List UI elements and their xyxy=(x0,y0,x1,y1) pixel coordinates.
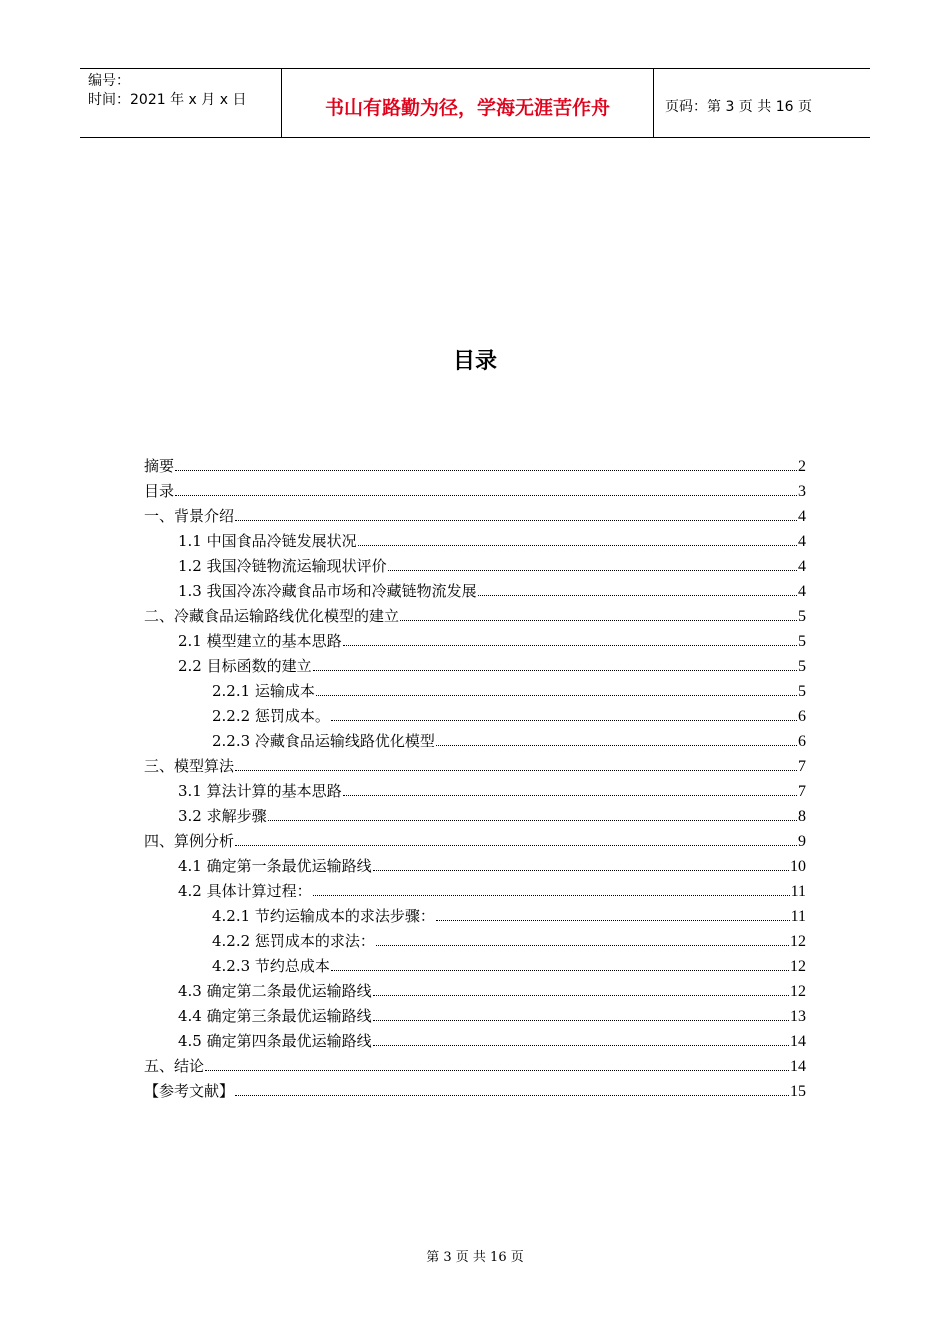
toc-entry[interactable] xyxy=(144,978,806,1003)
toc-entry[interactable] xyxy=(144,878,806,903)
toc-entry-page: 12 xyxy=(790,933,806,950)
toc-entry-page: 11 xyxy=(790,908,806,925)
toc-entry-page: 5 xyxy=(798,633,806,650)
toc-entry-label: 4.4 确定第三条最优运输路线 xyxy=(178,1007,372,1025)
toc-dot-leader xyxy=(175,453,797,471)
toc-entry[interactable] xyxy=(144,653,806,678)
toc-entry-page: 4 xyxy=(798,558,806,575)
toc-entry[interactable] xyxy=(144,928,806,953)
toc-entry-page: 12 xyxy=(790,958,806,975)
toc-title: 目录 xyxy=(452,349,497,374)
toc-entry[interactable] xyxy=(144,953,806,978)
toc-entry-label: 一、背景介绍 xyxy=(144,507,235,525)
toc-entry-label: 五、结论 xyxy=(144,1057,205,1075)
toc-dot-leader xyxy=(235,828,797,846)
toc-entry-page: 5 xyxy=(798,658,806,675)
toc-entry[interactable] xyxy=(144,1078,806,1103)
toc-entry-label: 3.1 算法计算的基本思路 xyxy=(178,782,342,800)
toc-entry[interactable] xyxy=(144,628,806,653)
toc-entry[interactable] xyxy=(144,1003,806,1028)
toc-entry-page: 5 xyxy=(798,683,806,700)
header-motto-text: 书山有路勤为径，学海无涯苦作舟 xyxy=(324,96,610,119)
toc-entry-label: 4.2 具体计算过程： xyxy=(178,882,312,900)
toc-entry-label: 四、算例分析 xyxy=(144,832,235,850)
table-of-contents xyxy=(144,453,806,1103)
toc-entry-page: 11 xyxy=(790,883,806,900)
toc-entry-label: 2.2.1 运输成本 xyxy=(212,682,315,700)
toc-dot-leader xyxy=(316,678,797,696)
toc-entry[interactable] xyxy=(144,853,806,878)
toc-dot-leader xyxy=(235,503,797,521)
toc-entry-label: 4.5 确定第四条最优运输路线 xyxy=(178,1032,372,1050)
header-page-info-cell xyxy=(654,69,870,137)
toc-entry-page: 15 xyxy=(790,1083,806,1100)
toc-entry[interactable] xyxy=(144,603,806,628)
toc-dot-leader xyxy=(478,578,797,596)
header-time-label: 时间：2021 年 x 月 x 日 xyxy=(88,92,247,108)
toc-entry-page: 2 xyxy=(798,458,806,475)
toc-entry-page: 5 xyxy=(798,608,806,625)
toc-entry-label: 1.2 我国冷链物流运输现状评价 xyxy=(178,557,387,575)
toc-entry-label: 4.2.2 惩罚成本的求法： xyxy=(212,932,375,950)
toc-entry[interactable] xyxy=(144,578,806,603)
toc-entry-label: 2.2 目标函数的建立 xyxy=(178,657,312,675)
toc-dot-leader xyxy=(436,903,790,921)
toc-entry[interactable] xyxy=(144,778,806,803)
toc-entry-page: 6 xyxy=(798,733,806,750)
header-left-cell xyxy=(80,69,282,137)
toc-dot-leader xyxy=(331,703,797,721)
toc-entry-page: 10 xyxy=(790,858,806,875)
toc-dot-leader xyxy=(373,1028,789,1046)
toc-entry-label: 2.2.3 冷藏食品运输线路优化模型 xyxy=(212,732,435,750)
toc-entry-page: 9 xyxy=(798,833,806,850)
toc-entry-label: 【参考文献】 xyxy=(144,1082,235,1100)
toc-entry[interactable] xyxy=(144,703,806,728)
toc-entry-label: 2.2.2 惩罚成本。 xyxy=(212,707,330,725)
toc-dot-leader xyxy=(175,478,797,496)
toc-entry[interactable] xyxy=(144,753,806,778)
toc-dot-leader xyxy=(376,928,789,946)
toc-entry[interactable] xyxy=(144,478,806,503)
toc-dot-leader xyxy=(235,1078,789,1096)
toc-entry-label: 摘要 xyxy=(144,457,175,475)
toc-entry-page: 6 xyxy=(798,708,806,725)
toc-dot-leader xyxy=(358,528,797,546)
toc-dot-leader xyxy=(343,778,797,796)
toc-entry[interactable] xyxy=(144,553,806,578)
toc-entry-label: 三、模型算法 xyxy=(144,757,235,775)
page-header xyxy=(80,68,870,138)
toc-dot-leader xyxy=(205,1053,789,1071)
toc-dot-leader xyxy=(373,978,789,996)
toc-entry-page: 3 xyxy=(798,483,806,500)
toc-entry-page: 4 xyxy=(798,583,806,600)
toc-entry-page: 4 xyxy=(798,533,806,550)
toc-entry-page: 14 xyxy=(790,1058,806,1075)
toc-dot-leader xyxy=(235,753,797,771)
toc-entry-label: 3.2 求解步骤 xyxy=(178,807,267,825)
toc-entry[interactable] xyxy=(144,1028,806,1053)
toc-entry-label: 4.2.3 节约总成本 xyxy=(212,957,330,975)
toc-entry-label: 4.2.1 节约运输成本的求法步骤： xyxy=(212,907,435,925)
toc-entry-page: 13 xyxy=(790,1008,806,1025)
toc-entry-page: 7 xyxy=(798,758,806,775)
toc-entry-label: 二、冷藏食品运输路线优化模型的建立 xyxy=(144,607,400,625)
toc-entry-page: 8 xyxy=(798,808,806,825)
toc-entry[interactable] xyxy=(144,503,806,528)
toc-entry-label: 1.3 我国冷冻冷藏食品市场和冷藏链物流发展 xyxy=(178,582,477,600)
toc-entry[interactable] xyxy=(144,803,806,828)
toc-dot-leader xyxy=(373,1003,789,1021)
toc-dot-leader xyxy=(436,728,797,746)
toc-entry-label: 2.1 模型建立的基本思路 xyxy=(178,632,342,650)
toc-entry-page: 7 xyxy=(798,783,806,800)
toc-entry-label: 1.1 中国食品冷链发展状况 xyxy=(178,532,357,550)
toc-entry[interactable] xyxy=(144,678,806,703)
toc-entry[interactable] xyxy=(144,453,806,478)
toc-dot-leader xyxy=(313,878,790,896)
toc-entry-label: 目录 xyxy=(144,482,175,500)
toc-dot-leader xyxy=(400,603,797,621)
header-motto xyxy=(282,69,654,137)
toc-entry[interactable] xyxy=(144,528,806,553)
header-page-info: 页码：第 3 页 共 16 页 xyxy=(665,99,812,115)
toc-entry[interactable] xyxy=(144,903,806,928)
toc-entry[interactable] xyxy=(144,1053,806,1078)
toc-entry-label: 4.1 确定第一条最优运输路线 xyxy=(178,857,372,875)
toc-entry[interactable] xyxy=(144,728,806,753)
header-number-label: 编号： xyxy=(88,73,130,89)
toc-entry-page: 4 xyxy=(798,508,806,525)
page-footer: 第 3 页 共 16 页 xyxy=(426,1250,524,1265)
toc-dot-leader xyxy=(343,628,797,646)
toc-dot-leader xyxy=(331,953,789,971)
toc-dot-leader xyxy=(388,553,797,571)
toc-dot-leader xyxy=(373,853,789,871)
toc-dot-leader xyxy=(313,653,797,671)
toc-entry-page: 14 xyxy=(790,1033,806,1050)
toc-entry[interactable] xyxy=(144,828,806,853)
toc-entry-label: 4.3 确定第二条最优运输路线 xyxy=(178,982,372,1000)
toc-entry-page: 12 xyxy=(790,983,806,1000)
toc-dot-leader xyxy=(268,803,797,821)
